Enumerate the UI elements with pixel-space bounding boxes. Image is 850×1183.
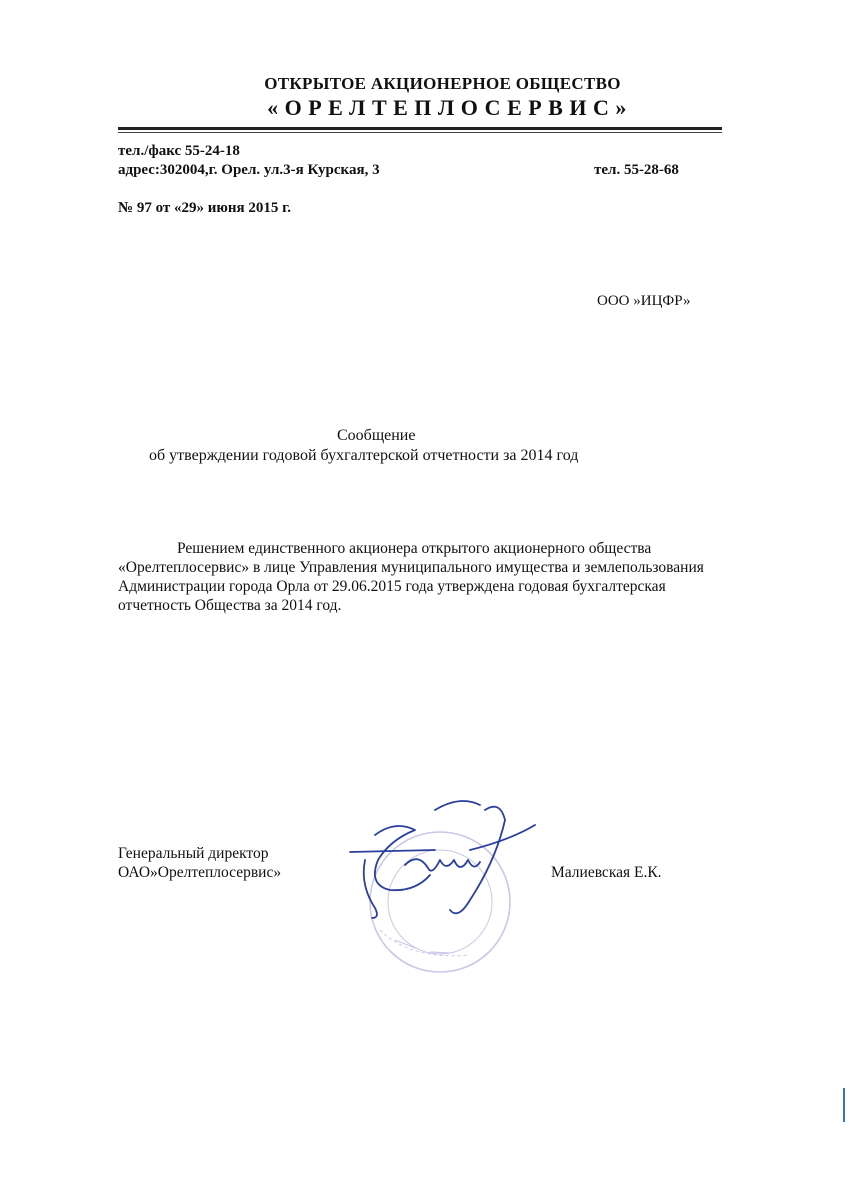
handwritten-signature [350, 801, 535, 918]
document-number: № 97 от «29» июня 2015 г. [118, 200, 291, 216]
phone-number: тел. 55-28-68 [594, 162, 679, 178]
message-title: Сообщение [337, 427, 416, 444]
body-paragraph [118, 539, 704, 615]
signatory-position: Генеральный директор [118, 845, 269, 862]
body-line: отчетность Общества за 2014 год. [118, 597, 342, 614]
signatory-name: Малиевская Е.К. [551, 864, 662, 881]
stamp-seal [370, 832, 510, 972]
recipient: ООО »ИЦФР» [597, 293, 691, 309]
signatory-company: ОАО»Орелтеплосервис» [118, 864, 282, 881]
body-line: Администрации города Орла от 29.06.2015 года утверждена годовая бухгалтерская [118, 578, 666, 595]
address: адрес:302004,г. Орел. ул.3-я Курская, 3 [118, 162, 380, 178]
body-line: Решением единственного акционера открытого акционерного общества [177, 540, 652, 557]
scan-edge-mark [843, 1088, 845, 1122]
header-rule-thick [118, 127, 722, 130]
org-type-heading: ОТКРЫТОЕ АКЦИОНЕРНОЕ ОБЩЕСТВО [264, 74, 621, 93]
message-subtitle: об утверждении годовой бухгалтерской отчетности за 2014 год [149, 447, 579, 464]
body-line: «Орелтеплосервис» в лице Управления муниципального имущества и землепользования [118, 559, 704, 576]
signature-and-stamp [320, 790, 560, 990]
org-name-heading: «ОРЕЛТЕПЛОСЕРВИС» [267, 95, 633, 120]
phone-fax: тел./факс 55-24-18 [118, 143, 240, 159]
header-rule-thin [118, 132, 722, 133]
